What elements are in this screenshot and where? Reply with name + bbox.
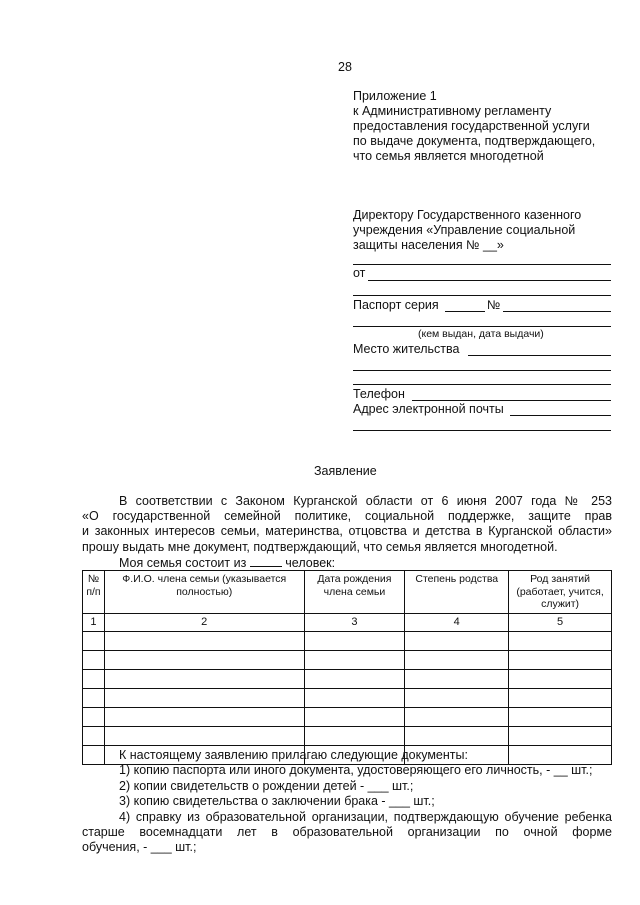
appendix-line: по выдаче документа, подтверждающего, xyxy=(353,134,596,148)
family-prefix: Моя семья состоит из xyxy=(119,555,247,570)
document-item: 3) копию свидетельства о заключении брака - ___ шт.; xyxy=(119,794,435,809)
table-cell[interactable] xyxy=(304,632,405,651)
documents-list xyxy=(82,748,612,856)
column-number: 5 xyxy=(509,614,612,632)
table-header: Дата рождения члена семьи xyxy=(304,571,405,614)
addressee-line: учреждения «Управление социальной xyxy=(353,223,576,237)
residence-field[interactable] xyxy=(468,355,611,356)
document-item-continuation: старше восемнадцати лет в образовательной организации по очной форме xyxy=(82,825,612,840)
table-header: Степень родства xyxy=(405,571,509,614)
table-cell[interactable] xyxy=(83,727,105,746)
table-row xyxy=(83,670,612,689)
statement-body xyxy=(82,494,612,571)
column-number: 1 xyxy=(83,614,105,632)
table-header-row xyxy=(83,571,612,614)
table-header: № п/п xyxy=(83,571,105,614)
column-number: 3 xyxy=(304,614,405,632)
table-cell[interactable] xyxy=(304,689,405,708)
family-table xyxy=(82,570,612,765)
document-item-continuation: обучения, - ___ шт.; xyxy=(82,840,197,855)
table-cell[interactable] xyxy=(104,708,304,727)
statement-line: и законных интересов семьи, материнства, отцовства и детства в Курганской области» xyxy=(82,524,612,539)
table-header: Род занятий (работает, учится, служит) xyxy=(509,571,612,614)
table-row xyxy=(83,632,612,651)
passport-number-field[interactable] xyxy=(503,311,611,312)
email-field[interactable] xyxy=(510,415,611,416)
table-header: Ф.И.О. члена семьи (указывается полностью) xyxy=(104,571,304,614)
table-cell[interactable] xyxy=(509,651,612,670)
table-cell[interactable] xyxy=(83,689,105,708)
documents-intro: К настоящему заявлению прилагаю следующие документы: xyxy=(119,748,468,762)
table-cell[interactable] xyxy=(83,651,105,670)
table-cell[interactable] xyxy=(104,689,304,708)
page-number: 28 xyxy=(338,60,352,74)
table-cell[interactable] xyxy=(509,727,612,746)
table-cell[interactable] xyxy=(405,727,509,746)
appendix-title: Приложение 1 xyxy=(353,89,437,103)
appendix-line: к Административному регламенту xyxy=(353,104,552,118)
table-cell[interactable] xyxy=(104,727,304,746)
table-cell[interactable] xyxy=(104,670,304,689)
email-field-2[interactable] xyxy=(353,430,611,431)
table-cell[interactable] xyxy=(509,689,612,708)
table-cell[interactable] xyxy=(83,670,105,689)
email-label: Адрес электронной почты xyxy=(353,402,504,416)
family-size-line xyxy=(82,555,612,571)
appendix-line: предоставления государственной услуги xyxy=(353,119,590,133)
phone-label: Телефон xyxy=(353,387,405,401)
issued-note: (кем выдан, дата выдачи) xyxy=(418,328,544,340)
addressee-line: защиты населения № __» xyxy=(353,238,504,252)
appendix-line: что семья является многодетной xyxy=(353,149,544,163)
table-cell[interactable] xyxy=(509,708,612,727)
table-row xyxy=(83,727,612,746)
from-label: от xyxy=(353,266,366,280)
table-row xyxy=(83,651,612,670)
passport-series-field[interactable] xyxy=(445,311,485,312)
passport-number-label: № xyxy=(487,298,501,312)
document-item: 1) копию паспорта или иного документа, удостоверяющего его личность, - __ шт.; xyxy=(119,763,593,778)
table-cell[interactable] xyxy=(104,632,304,651)
table-cell[interactable] xyxy=(104,651,304,670)
table-row xyxy=(83,708,612,727)
document-item: 2) копии свидетельств о рождении детей - ___ шт.; xyxy=(119,778,414,793)
table-cell[interactable] xyxy=(83,632,105,651)
passport-issued-field[interactable] xyxy=(353,326,611,327)
from-field[interactable] xyxy=(368,280,611,281)
statement-title: Заявление xyxy=(314,464,377,478)
table-cell[interactable] xyxy=(405,689,509,708)
table-cell[interactable] xyxy=(405,708,509,727)
residence-field-2[interactable] xyxy=(353,370,611,371)
statement-line: «О государственной семейной политике, социальной поддержке, защите прав xyxy=(82,509,612,524)
blank-line[interactable] xyxy=(353,295,611,296)
phone-field[interactable] xyxy=(412,400,611,401)
document-item: 4) справку из образовательной организации, подтверждающую обучение ребенка xyxy=(119,809,612,824)
table-cell[interactable] xyxy=(405,632,509,651)
passport-series-label: Паспорт серия xyxy=(353,298,439,312)
table-cell[interactable] xyxy=(509,670,612,689)
residence-label: Место жительства xyxy=(353,342,460,356)
table-cell[interactable] xyxy=(304,651,405,670)
family-size-field[interactable] xyxy=(250,555,282,567)
residence-field-3[interactable] xyxy=(353,384,611,385)
statement-line: прошу выдать мне документ, подтверждающий, что семья является многодетной. xyxy=(82,539,558,554)
column-number: 4 xyxy=(405,614,509,632)
table-number-row xyxy=(83,614,612,632)
table-cell[interactable] xyxy=(405,670,509,689)
table-row xyxy=(83,689,612,708)
family-suffix: человек: xyxy=(285,555,336,570)
table-cell[interactable] xyxy=(83,708,105,727)
table-cell[interactable] xyxy=(304,670,405,689)
blank-line[interactable] xyxy=(353,264,611,265)
table-cell[interactable] xyxy=(304,727,405,746)
table-cell[interactable] xyxy=(405,651,509,670)
statement-line: В соответствии с Законом Курганской области от 6 июня 2007 года № 253 xyxy=(119,494,612,508)
table-cell[interactable] xyxy=(509,632,612,651)
addressee-line: Директору Государственного казенного xyxy=(353,208,582,222)
table-cell[interactable] xyxy=(304,708,405,727)
column-number: 2 xyxy=(104,614,304,632)
